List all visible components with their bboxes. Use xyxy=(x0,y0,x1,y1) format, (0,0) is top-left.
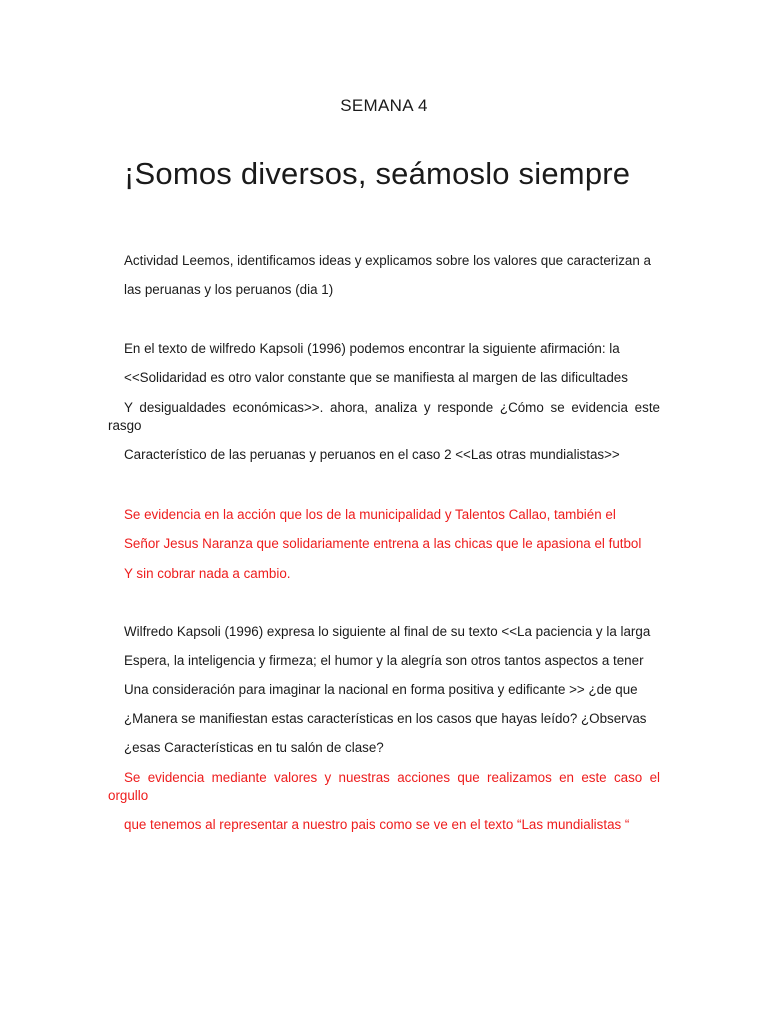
answer2-line-1-continued: orgullo xyxy=(108,788,149,803)
question2-line-4: ¿Manera se manifiestan estas características en los casos que hayas leído? ¿Observas xyxy=(124,711,647,726)
activity-line-1: Actividad Leemos, identificamos ideas y explicamos sobre los valores que caracterizan a xyxy=(124,253,651,268)
question1-line-3: Y desigualdades económicas>>. ahora, analiza y responde ¿Cómo se evidencia este xyxy=(124,400,660,415)
document-title: ¡Somos diversos, seámoslo siempre xyxy=(124,156,631,191)
question1-line-4: Característico de las peruanas y peruanos en el caso 2 <<Las otras mundialistas>> xyxy=(124,447,620,462)
question1-line-2: <<Solidaridad es otro valor constante que se manifiesta al margen de las dificultades xyxy=(124,370,628,385)
answer2-line-1: Se evidencia mediante valores y nuestras acciones que realizamos en este caso el xyxy=(124,770,660,785)
answer1-line-1: Se evidencia en la acción que los de la municipalidad y Talentos Callao, también el xyxy=(124,507,616,522)
answer2-line-2: que tenemos al representar a nuestro pais como se ve en el texto “Las mundialistas “ xyxy=(124,817,630,832)
question1-line-1: En el texto de wilfredo Kapsoli (1996) podemos encontrar la siguiente afirmación: la xyxy=(124,341,620,356)
week-heading: SEMANA 4 xyxy=(340,96,428,115)
question1-line-3-continued: rasgo xyxy=(108,418,142,433)
answer1-line-3: Y sin cobrar nada a cambio. xyxy=(124,566,291,581)
question2-line-5: ¿esas Características en tu salón de clase? xyxy=(124,740,384,755)
question2-line-2: Espera, la inteligencia y firmeza; el humor y la alegría son otros tantos aspectos a tener xyxy=(124,653,644,668)
activity-line-2: las peruanas y los peruanos (dia 1) xyxy=(124,282,334,297)
question2-line-1: Wilfredo Kapsoli (1996) expresa lo siguiente al final de su texto <<La paciencia y la larga xyxy=(124,624,651,639)
answer1-line-2: Señor Jesus Naranza que solidariamente entrena a las chicas que le apasiona el futbol xyxy=(124,536,642,551)
question2-line-3: Una consideración para imaginar la nacional en forma positiva y edificante >> ¿de que xyxy=(124,682,638,697)
